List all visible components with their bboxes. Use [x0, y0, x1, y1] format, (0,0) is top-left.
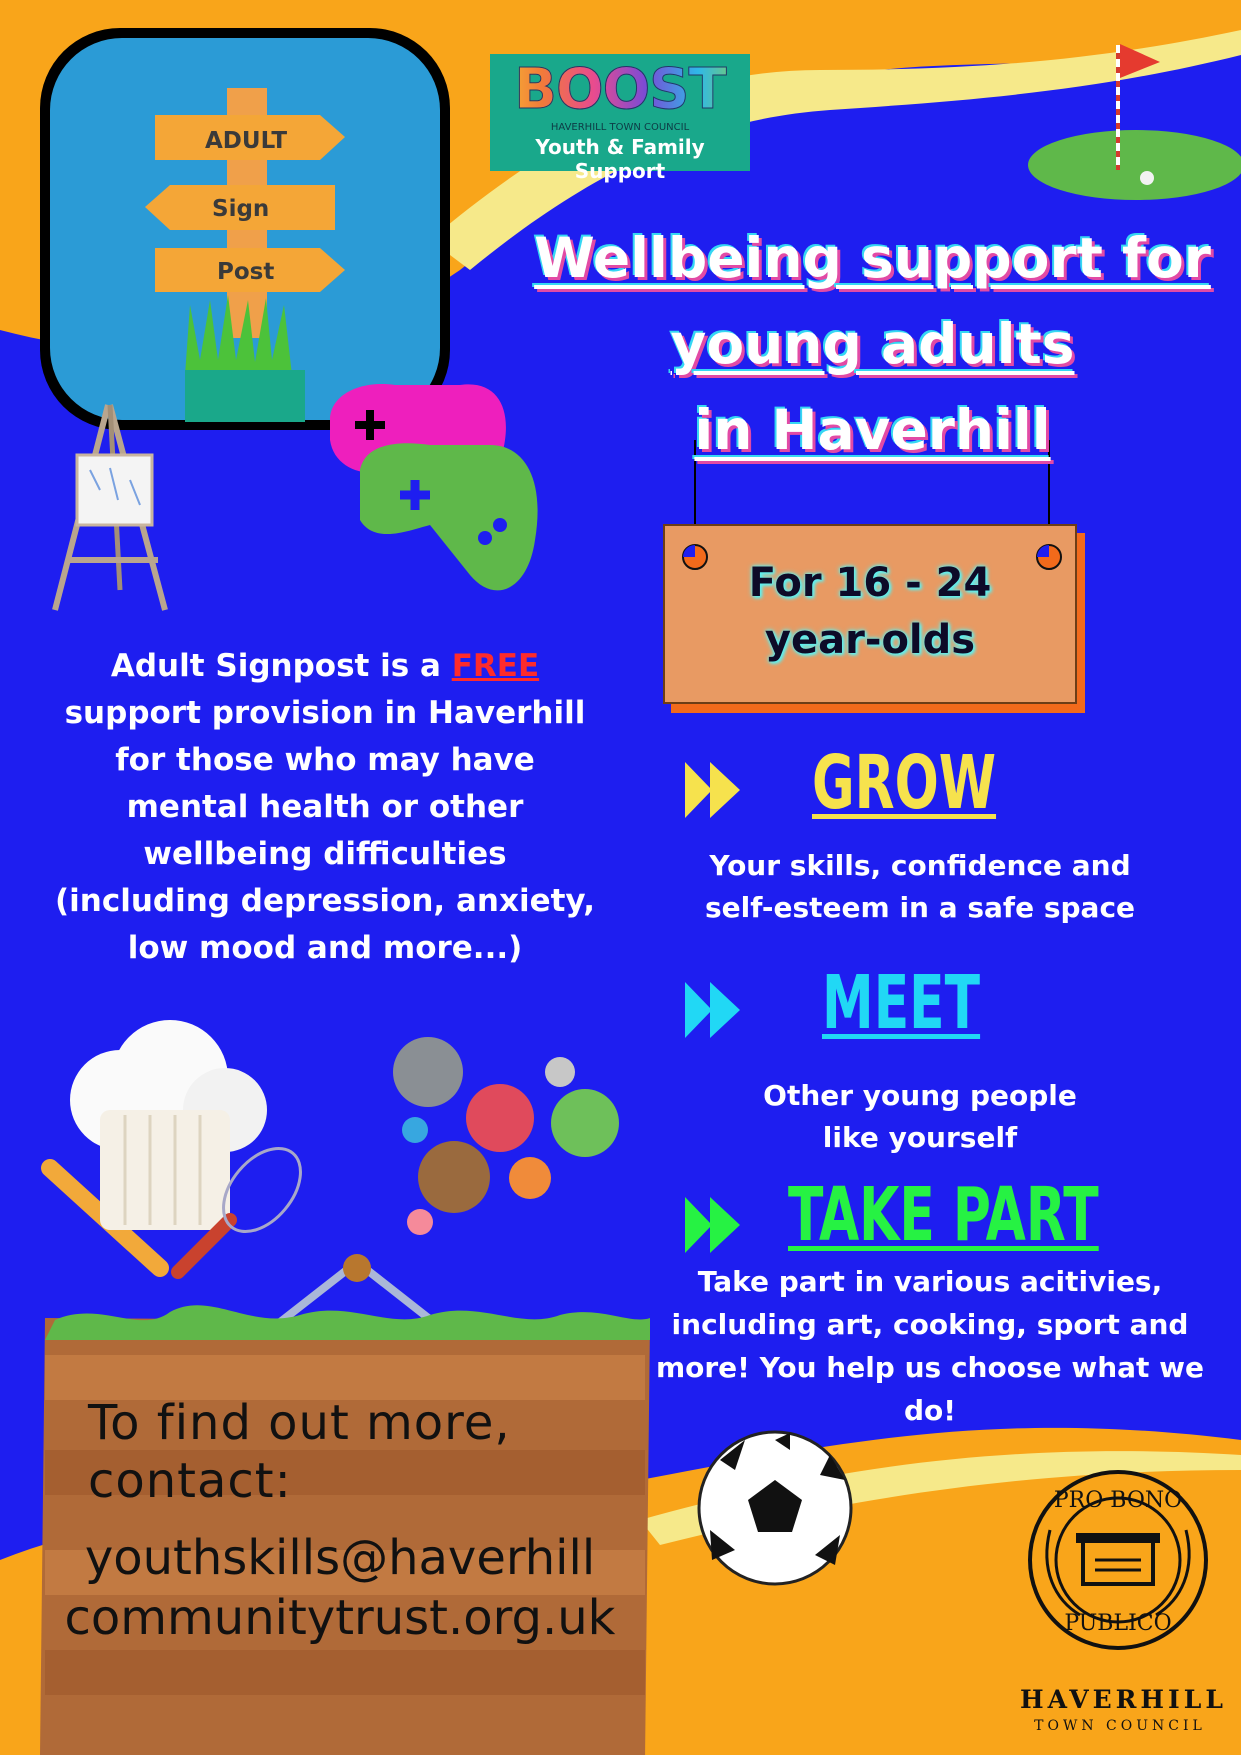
council-subtitle: TOWN COUNCIL	[1034, 1718, 1206, 1734]
grow-text-line-1: Your skills, confidence and	[709, 849, 1131, 882]
meet-heading: MEET	[822, 960, 981, 1046]
contact-line-1: To find out more,	[88, 1395, 511, 1451]
take-part-text	[650, 1260, 1210, 1432]
council-name: HAVERHILL	[1020, 1685, 1227, 1714]
sewing-buttons-icon	[393, 1037, 619, 1235]
intro-line-5: wellbeing difficulties	[143, 836, 507, 872]
contact-line-2: contact:	[88, 1453, 292, 1509]
take-part-heading: TAKE PART	[788, 1172, 1099, 1258]
crest-motto-bottom: PUBLICO	[1064, 1611, 1172, 1636]
intro-part1: Adult Signpost is a	[110, 648, 441, 684]
intro-text	[40, 643, 610, 972]
meet-text-line-2: like yourself	[822, 1121, 1018, 1154]
take-part-text-line-2: including art, cooking, sport and	[671, 1308, 1189, 1341]
age-line-2: year-olds	[764, 617, 976, 663]
grow-text-line-2: self-esteem in a safe space	[704, 891, 1136, 924]
meet-text-line-1: Other young people	[763, 1079, 1077, 1112]
grow-text	[650, 845, 1190, 929]
contact-email	[60, 1528, 620, 1648]
boost-logo-word: BOOST	[490, 60, 750, 120]
chef-hat-icon	[50, 1020, 316, 1272]
intro-line-4: mental health or other	[126, 789, 524, 825]
fast-forward-icon	[685, 1197, 740, 1253]
title-line-2: young adults	[670, 312, 1075, 376]
grow-heading: GROW	[812, 740, 997, 826]
age-range-text	[663, 555, 1077, 669]
intro-line-7: low mood and more...)	[127, 930, 523, 966]
sign-board-adult: ADULT	[205, 128, 288, 154]
contact-intro	[88, 1394, 511, 1510]
soccer-ball-icon	[699, 1432, 851, 1584]
free-label: FREE	[451, 648, 540, 684]
sign-board-sign: Sign	[212, 196, 270, 222]
take-part-text-line-4: do!	[903, 1394, 957, 1427]
contact-email-line-2: communitytrust.org.uk	[64, 1590, 616, 1646]
take-part-text-line-3: more! You help us choose what we	[655, 1351, 1205, 1384]
boost-logo-council: HAVERHILL TOWN COUNCIL	[550, 122, 690, 133]
crest-motto-top: PRO BONO	[1053, 1488, 1183, 1513]
take-part-text-line-1: Take part in various acitivies,	[697, 1265, 1163, 1298]
intro-line-2: support provision in Haverhill	[64, 695, 586, 731]
meet-text	[650, 1075, 1190, 1159]
title-line-3: in Haverhill	[694, 398, 1051, 462]
council-crest-icon	[1030, 1472, 1206, 1648]
sign-board-post: Post	[217, 259, 275, 285]
contact-email-line-1: youthskills@haverhill	[84, 1530, 596, 1586]
fast-forward-icon	[685, 982, 740, 1038]
title-line-1: Wellbeing support for	[534, 226, 1211, 290]
intro-line-3: for those who may have	[115, 742, 535, 778]
adult-signpost-logo-icon	[40, 28, 450, 430]
game-controller-icon	[330, 384, 538, 590]
page-title	[520, 215, 1225, 473]
fast-forward-icon	[685, 762, 740, 818]
intro-line-6: (including depression, anxiety,	[54, 883, 596, 919]
easel-icon	[55, 405, 165, 610]
boost-logo-tagline: Youth & Family Support	[535, 135, 705, 183]
age-line-1: For 16 - 24	[748, 560, 992, 606]
boost-logo	[490, 54, 750, 183]
